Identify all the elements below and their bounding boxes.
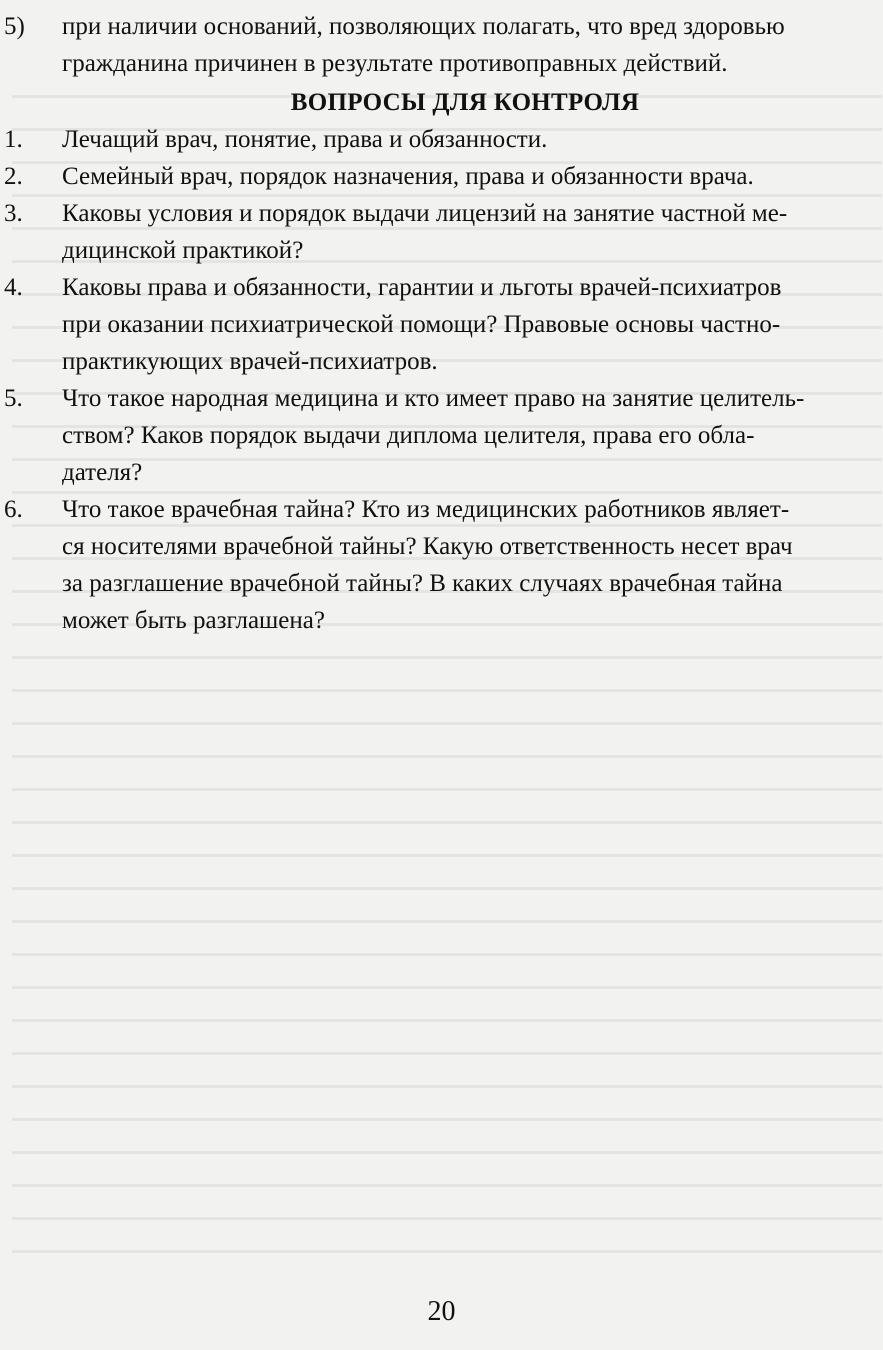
question-line: Лечащий врач, понятие, права и обязанности. <box>62 126 548 153</box>
question-number: 4. <box>4 274 23 301</box>
question-line: практикующих врачей-психиатров. <box>62 348 438 375</box>
question-line: Что такое народная медицина и кто имеет право на занятие целитель- <box>62 385 805 412</box>
section-title: ВОПРОСЫ ДЛЯ КОНТРОЛЯ <box>290 89 640 116</box>
question-number: 2. <box>4 163 23 190</box>
question-item <box>0 121 870 158</box>
question-number: 1. <box>4 126 23 153</box>
question-line: дателя? <box>62 459 143 486</box>
question-line: Что такое врачебная тайна? Кто из медицинских работников являет- <box>62 496 790 523</box>
question-line: за разглашение врачебной тайны? В каких случаях врачебная тайна <box>62 570 783 597</box>
question-line: дицинской практикой? <box>62 237 304 264</box>
question-item <box>0 491 870 639</box>
question-item <box>0 195 870 269</box>
question-line: Семейный врач, порядок назначения, права и обязанности врача. <box>62 163 754 190</box>
question-line: Каковы условия и порядок выдачи лицензий на занятие частной ме- <box>62 200 788 227</box>
question-item <box>0 380 870 491</box>
item-number: 5) <box>4 13 25 40</box>
question-item <box>0 158 870 195</box>
question-number: 3. <box>4 200 23 227</box>
question-number: 5. <box>4 385 23 412</box>
item-line: гражданина причинен в результате противоправных действий. <box>62 50 728 77</box>
item-line: при наличии оснований, позволяющих полагать, что вред здоровью <box>62 13 785 40</box>
question-line: при оказании психиатрической помощи? Правовые основы частно- <box>62 311 781 338</box>
question-number: 6. <box>4 496 23 523</box>
question-line: может быть разглашена? <box>62 607 325 634</box>
question-line: Каковы права и обязанности, гарантии и льготы врачей-психиатров <box>62 274 782 301</box>
page-number: 20 <box>427 1296 456 1327</box>
page-text <box>0 8 870 639</box>
question-item <box>0 269 870 380</box>
list-item <box>0 8 870 82</box>
question-line: ся носителями врачебной тайны? Какую ответственность несет врач <box>62 533 793 560</box>
question-line: ством? Каков порядок выдачи диплома целителя, права его обла- <box>62 422 755 449</box>
